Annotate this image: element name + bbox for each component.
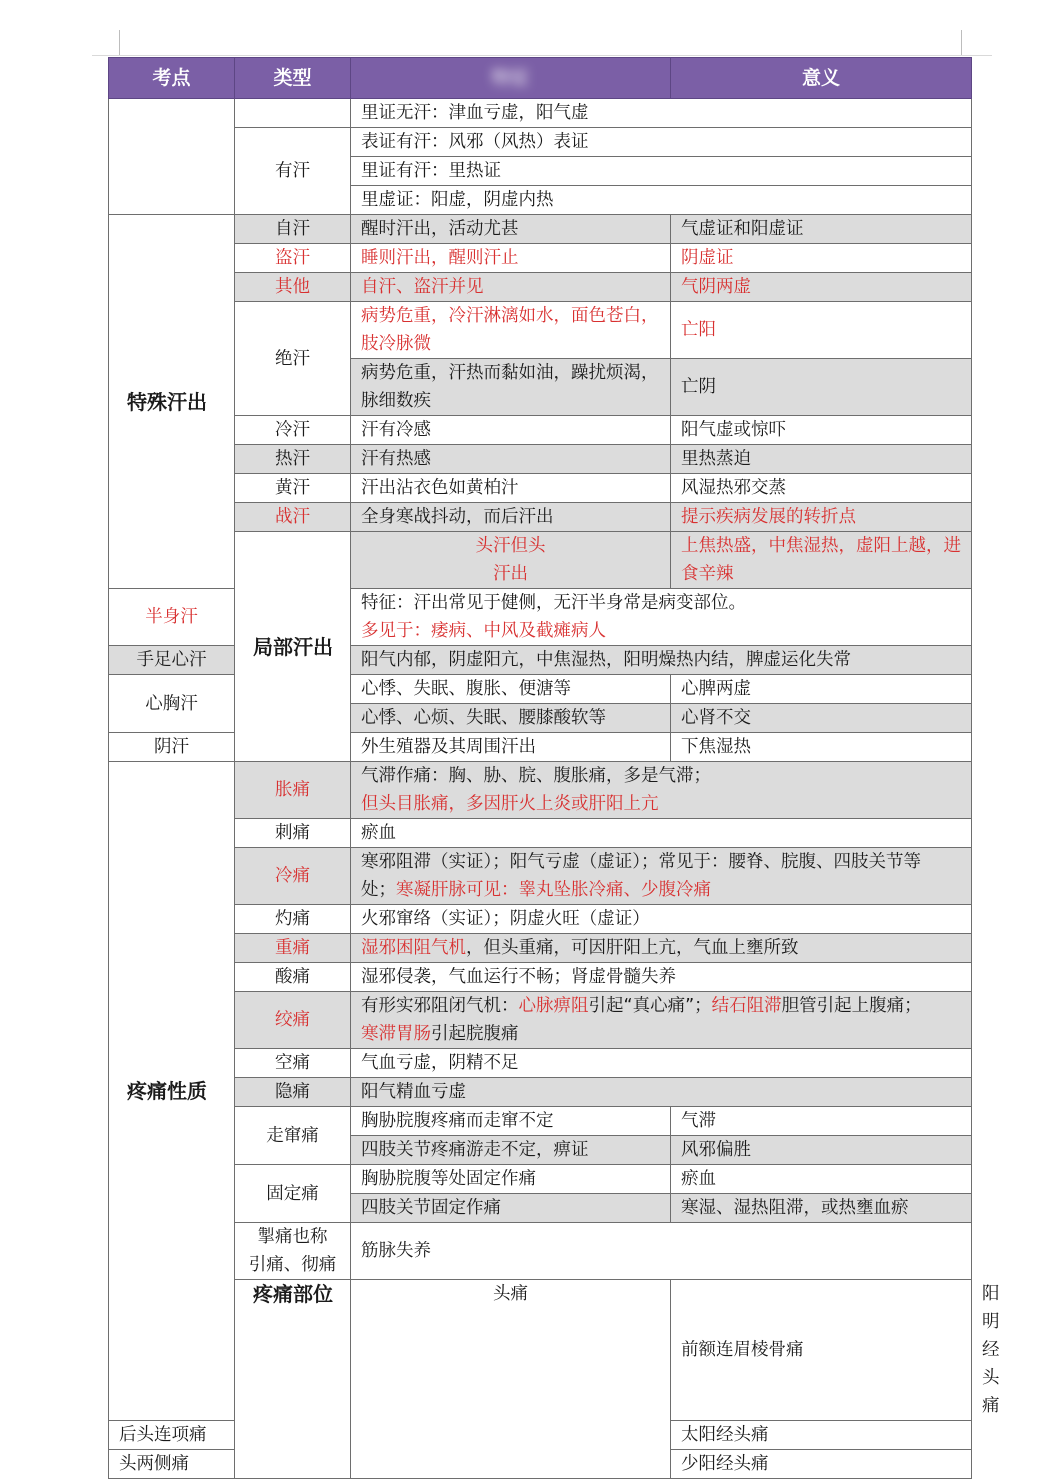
feature-cell: 睡则汗出，醒则汗止 <box>351 244 671 273</box>
header-kaodian: 考点 <box>109 58 235 99</box>
chetong-type-line2: 引痛、彻痛 <box>248 1255 337 1275</box>
jiaotong-p4: 结石阻滞 <box>711 996 782 1016</box>
feature-cell: 醒时汗出，活动尤甚 <box>351 215 671 244</box>
table-row <box>109 1078 972 1107</box>
jiaotong-line1 <box>361 992 961 1020</box>
type-cell: 阴汗 <box>109 733 235 762</box>
meaning-cell: 寒湿、湿热阻滞，或热壅血瘀 <box>671 1194 972 1223</box>
meaning-cell: 阴虚证 <box>671 244 972 273</box>
type-cell: 冷汗 <box>235 416 351 445</box>
type-cell: 盗汗 <box>235 244 351 273</box>
table-row <box>109 128 972 157</box>
feature-cell: 心悸、心烦、失眠、腰膝酸软等 <box>351 704 671 733</box>
table-row <box>109 445 972 474</box>
type-cell: 战汗 <box>235 503 351 532</box>
type-cell: 有汗 <box>235 128 351 215</box>
tcm-symptom-table <box>108 57 1000 1479</box>
type-cell: 冷痛 <box>235 848 351 905</box>
table-row <box>109 532 972 589</box>
table-row <box>109 1049 972 1078</box>
content-cell <box>351 762 972 819</box>
type-cell: 半身汗 <box>109 589 235 646</box>
meaning-cell: 阳气虚或惊吓 <box>671 416 972 445</box>
content-cell: 筋脉失养 <box>351 1223 972 1280</box>
header-tezheng: 特征 <box>351 58 671 99</box>
content-cell: 里证有汗：里热证 <box>351 157 972 186</box>
type-cell: 刺痛 <box>235 819 351 848</box>
meaning-cell: 亡阳 <box>671 302 972 359</box>
content-cell: 里证无汗：津血亏虚，阳气虚 <box>351 99 972 128</box>
table-row <box>109 992 972 1049</box>
page-top-edge <box>92 55 992 56</box>
feature-cell: 汗出沾衣色如黄柏汁 <box>351 474 671 503</box>
table-row <box>109 99 972 128</box>
chetong-type-line1: 掣痛也称 <box>257 1227 328 1247</box>
type-cell: 灼痛 <box>235 905 351 934</box>
feature-cell: 后头连项痛 <box>109 1421 235 1450</box>
feature-cell: 前额连眉棱骨痛 <box>671 1280 972 1421</box>
lengtong-line1: 寒邪阻滞（实证）；阳气亏虚（虚证）；常见于：腰脊、脘腹、四肢关节等 <box>361 852 921 872</box>
type-cell: 其他 <box>235 273 351 302</box>
type-cell: 绝汗 <box>235 302 351 416</box>
category-cell: 局部汗出 <box>235 532 351 762</box>
feature-cell: 心悸、失眠、腹胀、便溏等 <box>351 675 671 704</box>
table-row <box>109 215 972 244</box>
page-corner-mark-left <box>119 30 120 56</box>
type-cell: 黄汗 <box>235 474 351 503</box>
table-header <box>109 58 972 99</box>
table-row <box>109 819 972 848</box>
type-cell: 胀痛 <box>235 762 351 819</box>
meaning-cell: 心肾不交 <box>671 704 972 733</box>
type-cell: 手足心汗 <box>109 646 235 675</box>
type-cell: 隐痛 <box>235 1078 351 1107</box>
table-row <box>109 848 972 905</box>
header-yiyi: 意义 <box>671 58 972 99</box>
jiaotong-p7: 引起脘腹痛 <box>431 1024 519 1044</box>
banshen-line1: 特征：汗出常见于健侧，无汗半身常是病变部位。 <box>361 593 746 613</box>
feature-cell: 汗有冷感 <box>351 416 671 445</box>
jiaotong-p3: 引起“真心痛”； <box>588 996 712 1016</box>
lengtong-line2 <box>361 876 961 904</box>
table-row <box>109 416 972 445</box>
type-cell <box>235 1223 351 1280</box>
table-row: 疼痛部位 头痛 前额连眉棱骨痛 阳明经头痛 <box>109 1280 972 1421</box>
feature-cell: 胸胁脘腹等处固定作痛 <box>351 1165 671 1194</box>
touhan-type-label: 头汗但头汗出 <box>475 536 546 584</box>
meaning-cell: 心脾两虚 <box>671 675 972 704</box>
jiaotong-p5: 胆管引起上腹痛； <box>781 996 922 1016</box>
type-cell: 酸痛 <box>235 963 351 992</box>
meaning-cell: 风邪偏胜 <box>671 1136 972 1165</box>
table-row <box>109 1223 972 1280</box>
meaning-cell: 太阳经头痛 <box>671 1421 972 1450</box>
meaning-cell: 气虚证和阳虚证 <box>671 215 972 244</box>
jiaotong-p1: 有形实邪阻闭气机： <box>361 996 519 1016</box>
table-row <box>109 503 972 532</box>
type-cell: 心胸汗 <box>109 675 235 733</box>
category-cell-empty <box>109 99 235 215</box>
table-row <box>109 905 972 934</box>
zhongtong-rest: ，但头重痛，可因肝阳上亢，气血上壅所致 <box>466 938 799 958</box>
feature-cell: 四肢关节疼痛游走不定，痹证 <box>351 1136 671 1165</box>
content-cell: 阳气精血亏虚 <box>351 1078 972 1107</box>
jiaotong-p2: 心脉痹阻 <box>518 996 589 1016</box>
lengtong-line2-red: 寒凝肝脉可见：睾丸坠胀冷痛、少腹冷痛 <box>396 880 711 900</box>
meaning-cell: 提示疾病发展的转折点 <box>671 503 972 532</box>
meaning-cell: 气阴两虚 <box>671 273 972 302</box>
content-cell <box>351 848 972 905</box>
zhangtong-line2: 但头目胀痛，多因肝火上炎或肝阳上亢 <box>361 794 659 814</box>
meaning-cell: 少阳经头痛 <box>671 1450 972 1479</box>
type-cell: 热汗 <box>235 445 351 474</box>
category-cell: 疼痛部位 <box>235 1280 351 1479</box>
content-cell: 气血亏虚，阴精不足 <box>351 1049 972 1078</box>
feature-cell: 头两侧痛 <box>109 1450 235 1479</box>
jiaotong-line2 <box>361 1020 961 1048</box>
content-cell: 表证有汗：风邪（风热）表证 <box>351 128 972 157</box>
type-cell: 头痛 <box>351 1280 671 1479</box>
table-row <box>109 1107 972 1136</box>
type-cell: 重痛 <box>235 934 351 963</box>
banshen-line2: 多见于：痿病、中风及截瘫病人 <box>361 621 606 641</box>
content-cell: 火邪窜络（实证）；阴虚火旺（虚证） <box>351 905 972 934</box>
header-leixing: 类型 <box>235 58 351 99</box>
jiaotong-p6: 寒滞胃肠 <box>361 1024 431 1044</box>
table-row <box>109 302 972 359</box>
type-cell-empty <box>235 99 351 128</box>
type-cell: 自汗 <box>235 215 351 244</box>
content-cell: 瘀血 <box>351 819 972 848</box>
lengtong-line2-prefix: 处； <box>361 880 396 900</box>
type-cell: 走窜痛 <box>235 1107 351 1165</box>
meaning-cell: 下焦湿热 <box>671 733 972 762</box>
content-cell: 阳气内郁，阴虚阳亢，中焦湿热，阳明燥热内结，脾虚运化失常 <box>351 646 972 675</box>
content-cell <box>351 934 972 963</box>
meaning-cell: 风湿热邪交蒸 <box>671 474 972 503</box>
feature-cell: 全身寒战抖动，而后汗出 <box>351 503 671 532</box>
page-corner-mark-right <box>961 30 962 56</box>
content-cell <box>351 589 972 646</box>
type-cell: 绞痛 <box>235 992 351 1049</box>
content-cell: 湿邪侵袭，气血运行不畅；肾虚骨髓失养 <box>351 963 972 992</box>
content-cell: 里虚证：阳虚，阴虚内热 <box>351 186 972 215</box>
table-row <box>109 474 972 503</box>
feature-cell: 病势危重，汗热而黏如油，躁扰烦渴，脉细数疾 <box>351 359 671 416</box>
content-cell: 上焦热盛，中焦湿热，虚阳上越，进食辛辣 <box>671 532 972 589</box>
feature-cell: 胸胁脘腹疼痛而走窜不定 <box>351 1107 671 1136</box>
feature-cell: 汗有热感 <box>351 445 671 474</box>
table-row <box>109 273 972 302</box>
feature-cell: 病势危重，冷汗淋漓如水，面色苍白，肢冷脉微 <box>351 302 671 359</box>
content-cell <box>351 992 972 1049</box>
category-cell: 特殊汗出 <box>109 215 235 589</box>
table-row <box>109 1165 972 1194</box>
meaning-cell: 气滞 <box>671 1107 972 1136</box>
meaning-cell: 瘀血 <box>671 1165 972 1194</box>
meaning-cell: 里热蒸迫 <box>671 445 972 474</box>
type-cell: 固定痛 <box>235 1165 351 1223</box>
table-row <box>109 963 972 992</box>
type-cell <box>351 532 671 589</box>
table-row <box>109 934 972 963</box>
table-row <box>109 244 972 273</box>
category-cell: 疼痛性质 <box>109 762 235 1421</box>
table-row <box>109 762 972 819</box>
type-cell: 空痛 <box>235 1049 351 1078</box>
feature-cell: 四肢关节固定作痛 <box>351 1194 671 1223</box>
zhangtong-line1: 气滞作痛：胸、胁、脘、腹胀痛，多是气滞； <box>361 766 711 786</box>
zhongtong-red: 湿邪困阻气机 <box>361 938 466 958</box>
feature-cell: 自汗、盗汗并见 <box>351 273 671 302</box>
feature-cell: 外生殖器及其周围汗出 <box>351 733 671 762</box>
meaning-cell: 亡阴 <box>671 359 972 416</box>
